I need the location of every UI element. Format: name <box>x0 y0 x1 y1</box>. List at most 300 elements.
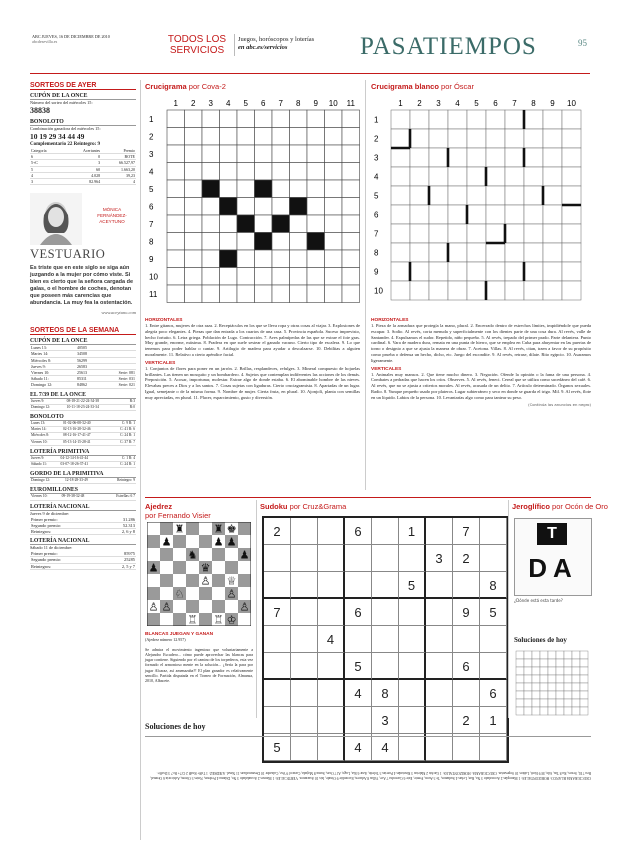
sudoku-cell[interactable] <box>318 653 345 680</box>
grid-cell[interactable] <box>448 167 467 186</box>
grid-cell[interactable] <box>202 110 220 128</box>
grid-cell[interactable] <box>543 167 562 186</box>
grid-cell[interactable] <box>410 110 429 129</box>
chess-square[interactable] <box>238 535 251 548</box>
sudoku-cell[interactable]: 1 <box>399 518 426 545</box>
chess-square[interactable] <box>238 613 251 626</box>
grid-cell[interactable] <box>562 262 581 281</box>
grid-cell[interactable] <box>448 186 467 205</box>
sudoku-cell[interactable] <box>291 707 318 734</box>
grid-cell[interactable] <box>325 180 343 198</box>
grid-cell[interactable] <box>185 110 203 128</box>
grid-cell[interactable] <box>237 233 255 251</box>
grid-cell[interactable] <box>524 167 543 186</box>
chess-square[interactable] <box>199 548 212 561</box>
sudoku-cell[interactable]: 5 <box>399 572 426 599</box>
grid-cell[interactable] <box>220 128 238 146</box>
chess-square[interactable] <box>160 613 173 626</box>
grid-cell[interactable] <box>524 262 543 281</box>
grid-cell[interactable] <box>391 186 410 205</box>
grid-cell[interactable] <box>429 110 448 129</box>
grid-cell[interactable] <box>237 268 255 286</box>
grid-cell[interactable] <box>486 110 505 129</box>
chess-square[interactable] <box>199 587 212 600</box>
grid-cell[interactable] <box>410 224 429 243</box>
grid-cell[interactable] <box>290 145 308 163</box>
grid-cell[interactable] <box>429 281 448 300</box>
sudoku-cell[interactable] <box>480 626 507 653</box>
grid-cell[interactable] <box>524 148 543 167</box>
sudoku-cell[interactable] <box>318 572 345 599</box>
sudoku-cell[interactable] <box>399 626 426 653</box>
chess-square[interactable] <box>186 587 199 600</box>
chess-square[interactable] <box>173 613 186 626</box>
grid-cell[interactable] <box>505 205 524 224</box>
grid-cell[interactable] <box>237 180 255 198</box>
sudoku-cell[interactable] <box>480 545 507 572</box>
grid-cell[interactable] <box>391 129 410 148</box>
sudoku-cell[interactable]: 8 <box>480 572 507 599</box>
chess-square[interactable] <box>147 548 160 561</box>
grid-cell[interactable] <box>391 224 410 243</box>
sudoku-cell[interactable] <box>318 680 345 707</box>
sudoku-cell[interactable] <box>345 545 372 572</box>
grid-cell[interactable] <box>562 243 581 262</box>
grid-cell[interactable] <box>185 128 203 146</box>
grid-cell[interactable] <box>325 198 343 216</box>
grid-cell[interactable] <box>220 110 238 128</box>
grid-cell[interactable] <box>486 205 505 224</box>
todos-los-servicios-label[interactable]: TODOS LOS SERVICIOS <box>166 34 235 56</box>
sudoku-cell[interactable] <box>372 626 399 653</box>
sudoku-cell[interactable] <box>291 680 318 707</box>
grid-cell[interactable] <box>220 233 238 251</box>
grid-cell[interactable] <box>448 243 467 262</box>
grid-cell[interactable] <box>237 110 255 128</box>
grid-cell[interactable] <box>202 268 220 286</box>
sudoku-cell[interactable] <box>426 707 453 734</box>
grid-cell[interactable] <box>486 224 505 243</box>
sudoku-cell[interactable] <box>372 518 399 545</box>
grid-cell[interactable] <box>255 145 273 163</box>
grid-cell[interactable] <box>505 243 524 262</box>
grid-cell[interactable] <box>290 128 308 146</box>
grid-cell[interactable] <box>255 180 273 198</box>
grid-cell[interactable] <box>325 268 343 286</box>
chess-square[interactable] <box>238 561 251 574</box>
grid-cell[interactable] <box>543 262 562 281</box>
sudoku-cell[interactable]: 9 <box>453 599 480 626</box>
sudoku-cell[interactable]: 3 <box>372 707 399 734</box>
sudoku-cell[interactable] <box>291 653 318 680</box>
grid-cell[interactable] <box>202 180 220 198</box>
grid-cell[interactable] <box>237 163 255 181</box>
grid-cell[interactable] <box>307 250 325 268</box>
grid-cell[interactable] <box>486 129 505 148</box>
grid-cell[interactable] <box>307 110 325 128</box>
grid-cell[interactable] <box>272 163 290 181</box>
sudoku-cell[interactable]: 4 <box>372 734 399 761</box>
sudoku-cell[interactable] <box>264 545 291 572</box>
sudoku-cell[interactable]: 6 <box>480 680 507 707</box>
chess-square[interactable] <box>186 522 199 535</box>
grid-cell[interactable] <box>202 250 220 268</box>
grid-cell[interactable] <box>562 224 581 243</box>
sudoku-cell[interactable] <box>318 545 345 572</box>
grid-cell[interactable] <box>290 198 308 216</box>
sudoku-cell[interactable]: 2 <box>453 545 480 572</box>
grid-cell[interactable] <box>342 110 360 128</box>
chess-square[interactable] <box>212 600 225 613</box>
chess-square[interactable] <box>199 600 212 613</box>
grid-cell[interactable] <box>562 110 581 129</box>
grid-cell[interactable] <box>342 250 360 268</box>
grid-cell[interactable] <box>524 243 543 262</box>
chess-square[interactable] <box>147 535 160 548</box>
grid-cell[interactable] <box>272 285 290 303</box>
grid-cell[interactable] <box>467 224 486 243</box>
grid-cell[interactable] <box>467 243 486 262</box>
grid-cell[interactable] <box>543 186 562 205</box>
grid-cell[interactable] <box>185 215 203 233</box>
grid-cell[interactable] <box>325 110 343 128</box>
grid-cell[interactable] <box>255 215 273 233</box>
grid-cell[interactable] <box>307 233 325 251</box>
sudoku-cell[interactable]: 8 <box>372 680 399 707</box>
sudoku-cell[interactable] <box>480 518 507 545</box>
grid-cell[interactable] <box>167 128 185 146</box>
grid-cell[interactable] <box>391 243 410 262</box>
crucigrama-grid[interactable] <box>145 96 360 306</box>
sudoku-cell[interactable]: 7 <box>453 518 480 545</box>
chess-square[interactable] <box>212 587 225 600</box>
grid-cell[interactable] <box>505 281 524 300</box>
grid-cell[interactable] <box>290 215 308 233</box>
grid-cell[interactable] <box>255 198 273 216</box>
grid-cell[interactable] <box>429 129 448 148</box>
chess-square[interactable] <box>147 574 160 587</box>
chess-square[interactable] <box>238 522 251 535</box>
grid-cell[interactable] <box>237 145 255 163</box>
grid-cell[interactable] <box>524 129 543 148</box>
grid-cell[interactable] <box>290 110 308 128</box>
grid-cell[interactable] <box>562 167 581 186</box>
grid-cell[interactable] <box>255 110 273 128</box>
grid-cell[interactable] <box>307 163 325 181</box>
chess-square[interactable] <box>225 600 238 613</box>
chess-board[interactable] <box>147 522 251 626</box>
grid-cell[interactable] <box>448 148 467 167</box>
grid-cell[interactable] <box>167 215 185 233</box>
grid-cell[interactable] <box>467 148 486 167</box>
chess-square[interactable] <box>147 613 160 626</box>
sudoku-cell[interactable] <box>453 680 480 707</box>
sudoku-cell[interactable]: 6 <box>345 599 372 626</box>
grid-cell[interactable] <box>342 268 360 286</box>
sudoku-cell[interactable] <box>264 707 291 734</box>
grid-cell[interactable] <box>325 285 343 303</box>
sudoku-cell[interactable] <box>372 545 399 572</box>
grid-cell[interactable] <box>543 281 562 300</box>
sudoku-cell[interactable] <box>345 707 372 734</box>
grid-cell[interactable] <box>272 145 290 163</box>
grid-cell[interactable] <box>486 186 505 205</box>
grid-cell[interactable] <box>505 186 524 205</box>
grid-cell[interactable] <box>202 198 220 216</box>
juegos-link[interactable]: Juegos, horóscopos y loterías en abc.es/servicios <box>238 36 315 51</box>
sudoku-grid[interactable] <box>262 516 509 763</box>
grid-cell[interactable] <box>167 145 185 163</box>
grid-cell[interactable] <box>255 268 273 286</box>
sudoku-cell[interactable] <box>291 572 318 599</box>
chess-square[interactable] <box>173 548 186 561</box>
grid-cell[interactable] <box>220 198 238 216</box>
grid-cell[interactable] <box>272 198 290 216</box>
sudoku-cell[interactable] <box>426 653 453 680</box>
chess-square[interactable] <box>212 574 225 587</box>
chess-square[interactable] <box>147 587 160 600</box>
grid-cell[interactable] <box>391 262 410 281</box>
grid-cell[interactable] <box>543 129 562 148</box>
grid-cell[interactable] <box>467 186 486 205</box>
vestuario-url[interactable]: www.aceytuno.com <box>101 310 136 316</box>
grid-cell[interactable] <box>448 129 467 148</box>
sudoku-cell[interactable] <box>372 599 399 626</box>
grid-cell[interactable] <box>255 285 273 303</box>
grid-cell[interactable] <box>185 198 203 216</box>
grid-cell[interactable] <box>429 167 448 186</box>
sudoku-cell[interactable] <box>372 653 399 680</box>
grid-cell[interactable] <box>562 186 581 205</box>
grid-cell[interactable] <box>307 180 325 198</box>
grid-cell[interactable] <box>448 262 467 281</box>
grid-cell[interactable] <box>543 148 562 167</box>
sudoku-cell[interactable]: 3 <box>426 545 453 572</box>
grid-cell[interactable] <box>505 167 524 186</box>
grid-cell[interactable] <box>167 268 185 286</box>
chess-square[interactable] <box>186 600 199 613</box>
sudoku-cell[interactable] <box>291 626 318 653</box>
grid-cell[interactable] <box>290 285 308 303</box>
grid-cell[interactable] <box>325 145 343 163</box>
grid-cell[interactable] <box>255 128 273 146</box>
grid-cell[interactable] <box>562 129 581 148</box>
grid-cell[interactable] <box>220 268 238 286</box>
grid-cell[interactable] <box>543 110 562 129</box>
grid-cell[interactable] <box>272 268 290 286</box>
grid-cell[interactable] <box>342 145 360 163</box>
grid-cell[interactable] <box>410 129 429 148</box>
grid-cell[interactable] <box>410 167 429 186</box>
grid-cell[interactable] <box>167 110 185 128</box>
chess-square[interactable] <box>173 574 186 587</box>
grid-cell[interactable] <box>524 205 543 224</box>
grid-cell[interactable] <box>167 285 185 303</box>
grid-cell[interactable] <box>325 215 343 233</box>
grid-cell[interactable] <box>307 198 325 216</box>
grid-cell[interactable] <box>342 285 360 303</box>
grid-cell[interactable] <box>562 205 581 224</box>
grid-cell[interactable] <box>325 233 343 251</box>
crucigrama-blanco-grid[interactable] <box>371 96 591 306</box>
grid-cell[interactable] <box>290 268 308 286</box>
sudoku-cell[interactable] <box>426 680 453 707</box>
grid-cell[interactable] <box>342 215 360 233</box>
grid-cell[interactable] <box>290 163 308 181</box>
grid-cell[interactable] <box>429 186 448 205</box>
grid-cell[interactable] <box>467 281 486 300</box>
sudoku-cell[interactable] <box>399 707 426 734</box>
grid-cell[interactable] <box>220 285 238 303</box>
grid-cell[interactable] <box>342 180 360 198</box>
grid-cell[interactable] <box>307 268 325 286</box>
sudoku-cell[interactable] <box>291 599 318 626</box>
grid-cell[interactable] <box>307 128 325 146</box>
grid-cell[interactable] <box>202 285 220 303</box>
chess-square[interactable] <box>212 561 225 574</box>
grid-cell[interactable] <box>272 128 290 146</box>
grid-cell[interactable] <box>410 281 429 300</box>
grid-cell[interactable] <box>486 167 505 186</box>
grid-cell[interactable] <box>185 163 203 181</box>
grid-cell[interactable] <box>524 224 543 243</box>
grid-cell[interactable] <box>237 215 255 233</box>
grid-cell[interactable] <box>325 128 343 146</box>
grid-cell[interactable] <box>202 215 220 233</box>
sudoku-cell[interactable]: 6 <box>453 653 480 680</box>
grid-cell[interactable] <box>167 250 185 268</box>
grid-cell[interactable] <box>467 129 486 148</box>
grid-cell[interactable] <box>167 198 185 216</box>
grid-cell[interactable] <box>429 205 448 224</box>
grid-cell[interactable] <box>167 233 185 251</box>
grid-cell[interactable] <box>325 250 343 268</box>
sudoku-cell[interactable] <box>264 572 291 599</box>
grid-cell[interactable] <box>543 243 562 262</box>
sudoku-cell[interactable]: 5 <box>264 734 291 761</box>
grid-cell[interactable] <box>562 281 581 300</box>
sudoku-cell[interactable]: 1 <box>480 707 507 734</box>
sudoku-cell[interactable]: 4 <box>345 734 372 761</box>
grid-cell[interactable] <box>272 215 290 233</box>
grid-cell[interactable] <box>237 285 255 303</box>
grid-cell[interactable] <box>220 163 238 181</box>
sudoku-cell[interactable]: 4 <box>345 680 372 707</box>
chess-square[interactable] <box>238 587 251 600</box>
chess-square[interactable] <box>186 574 199 587</box>
sudoku-cell[interactable] <box>318 707 345 734</box>
chess-square[interactable] <box>173 561 186 574</box>
grid-cell[interactable] <box>410 186 429 205</box>
sudoku-cell[interactable]: 2 <box>453 707 480 734</box>
grid-cell[interactable] <box>448 281 467 300</box>
sudoku-cell[interactable] <box>480 653 507 680</box>
grid-cell[interactable] <box>202 233 220 251</box>
sudoku-cell[interactable] <box>264 626 291 653</box>
grid-cell[interactable] <box>202 145 220 163</box>
grid-cell[interactable] <box>307 285 325 303</box>
sudoku-cell[interactable] <box>426 572 453 599</box>
grid-cell[interactable] <box>185 180 203 198</box>
sudoku-cell[interactable] <box>426 518 453 545</box>
chess-square[interactable] <box>147 522 160 535</box>
grid-cell[interactable] <box>410 262 429 281</box>
grid-cell[interactable] <box>185 268 203 286</box>
grid-cell[interactable] <box>342 163 360 181</box>
sudoku-cell[interactable] <box>453 626 480 653</box>
chess-square[interactable] <box>199 613 212 626</box>
grid-cell[interactable] <box>391 167 410 186</box>
sudoku-cell[interactable] <box>291 518 318 545</box>
grid-cell[interactable] <box>505 129 524 148</box>
grid-cell[interactable] <box>448 110 467 129</box>
grid-cell[interactable] <box>467 167 486 186</box>
grid-cell[interactable] <box>429 224 448 243</box>
grid-cell[interactable] <box>202 128 220 146</box>
grid-cell[interactable] <box>307 215 325 233</box>
grid-cell[interactable] <box>220 145 238 163</box>
grid-cell[interactable] <box>486 148 505 167</box>
grid-cell[interactable] <box>167 163 185 181</box>
sudoku-cell[interactable] <box>318 518 345 545</box>
chess-square[interactable] <box>238 574 251 587</box>
grid-cell[interactable] <box>429 148 448 167</box>
grid-cell[interactable] <box>429 262 448 281</box>
sudoku-cell[interactable]: 2 <box>264 518 291 545</box>
sudoku-cell[interactable] <box>318 599 345 626</box>
grid-cell[interactable] <box>429 243 448 262</box>
grid-cell[interactable] <box>272 180 290 198</box>
grid-cell[interactable] <box>524 281 543 300</box>
grid-cell[interactable] <box>342 233 360 251</box>
sudoku-cell[interactable]: 7 <box>264 599 291 626</box>
sudoku-cell[interactable] <box>426 626 453 653</box>
grid-cell[interactable] <box>272 233 290 251</box>
chess-square[interactable] <box>212 548 225 561</box>
grid-cell[interactable] <box>272 250 290 268</box>
grid-cell[interactable] <box>486 281 505 300</box>
grid-cell[interactable] <box>391 148 410 167</box>
sudoku-cell[interactable] <box>291 545 318 572</box>
grid-cell[interactable] <box>448 205 467 224</box>
sudoku-cell[interactable] <box>264 680 291 707</box>
grid-cell[interactable] <box>562 148 581 167</box>
grid-cell[interactable] <box>524 110 543 129</box>
sudoku-cell[interactable] <box>399 680 426 707</box>
sudoku-cell[interactable]: 5 <box>345 653 372 680</box>
grid-cell[interactable] <box>486 243 505 262</box>
chess-square[interactable] <box>160 548 173 561</box>
sudoku-cell[interactable]: 6 <box>345 518 372 545</box>
grid-cell[interactable] <box>342 128 360 146</box>
grid-cell[interactable] <box>185 233 203 251</box>
grid-cell[interactable] <box>467 205 486 224</box>
grid-cell[interactable] <box>290 180 308 198</box>
grid-cell[interactable] <box>237 198 255 216</box>
grid-cell[interactable] <box>467 110 486 129</box>
grid-cell[interactable] <box>185 250 203 268</box>
chess-square[interactable] <box>173 535 186 548</box>
sudoku-cell[interactable] <box>399 599 426 626</box>
grid-cell[interactable] <box>325 163 343 181</box>
grid-cell[interactable] <box>410 148 429 167</box>
chess-square[interactable] <box>173 600 186 613</box>
grid-cell[interactable] <box>237 128 255 146</box>
grid-cell[interactable] <box>307 145 325 163</box>
sudoku-cell[interactable] <box>399 545 426 572</box>
grid-cell[interactable] <box>167 180 185 198</box>
grid-cell[interactable] <box>391 281 410 300</box>
